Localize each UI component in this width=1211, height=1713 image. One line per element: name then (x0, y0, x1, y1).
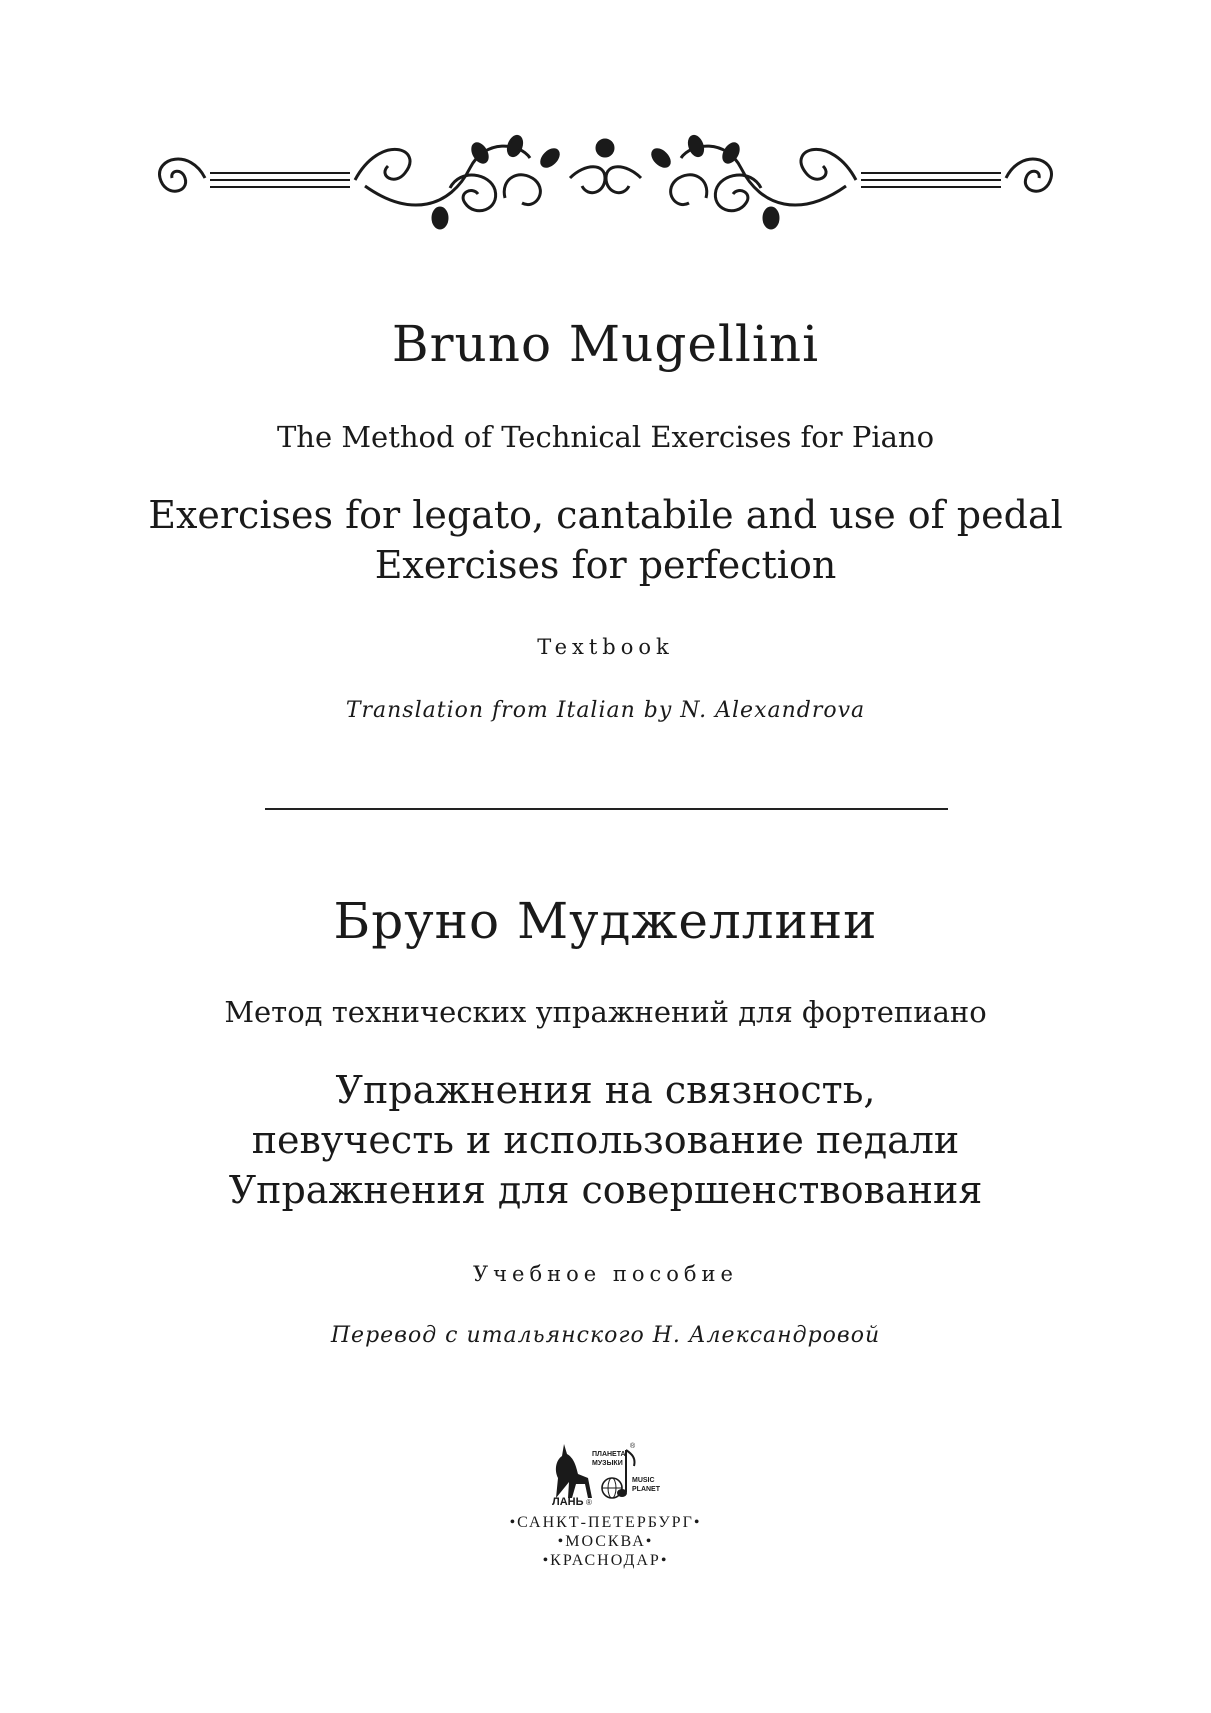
doe-and-globe-logo-icon (548, 1438, 666, 1506)
title-russian-line: Упражнения на связность, (335, 1068, 876, 1112)
genre-russian: Учебное пособие (473, 1262, 738, 1286)
title-russian-line: певучесть и использование педали (251, 1118, 960, 1162)
city-line: •МОСКВА• (557, 1533, 654, 1550)
title-russian-line: Упражнения для совершенствования (228, 1168, 983, 1212)
translation-english: Translation from Italian by N. Alexandrova (345, 698, 866, 723)
author-english: Bruno Mugellini (391, 315, 820, 373)
floral-flourish-ornament-icon (150, 128, 1061, 238)
publisher-cities (0, 1513, 1211, 1570)
logo-text-right-1: MUSIC (632, 1477, 655, 1484)
translation-russian: Перевод с итальянского Н. Александровой (330, 1323, 881, 1348)
logo-text-top-2: МУЗЫКИ (592, 1460, 623, 1467)
series-russian: Метод технических упражнений для фортепиано (224, 995, 987, 1029)
registered-mark: ® (586, 1498, 592, 1506)
logo-registered-mark-2: ® (630, 1443, 636, 1450)
city-line: •КРАСНОДАР• (542, 1552, 669, 1569)
series-english: The Method of Technical Exercises for Piano (276, 420, 935, 454)
title-english-line: Exercises for perfection (374, 543, 837, 587)
logo-text-top-1: ПЛАНЕТА (592, 1451, 626, 1458)
city-line: •САНКТ-ПЕТЕРБУРГ• (509, 1514, 702, 1531)
title-russian (0, 1065, 1211, 1215)
title-english (0, 490, 1211, 590)
author-russian: Бруно Муджеллини (333, 892, 878, 950)
title-english-line: Exercises for legato, cantabile and use of pedal (148, 493, 1063, 537)
logo-text-left: ЛАНЬ (552, 1496, 584, 1506)
genre-english: Textbook (537, 635, 674, 659)
logo-text-right-2: PLANET (632, 1486, 660, 1493)
divider (265, 808, 948, 810)
